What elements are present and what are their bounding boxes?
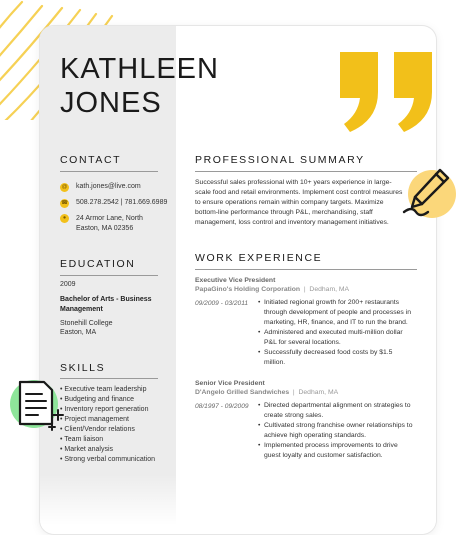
document-sparkle-icon <box>8 374 68 434</box>
contact-address <box>60 214 143 234</box>
job-company: PapaGino's Holding Corporation <box>195 286 301 293</box>
skills-list <box>60 385 155 465</box>
email-text: kath.jones@live.com <box>76 183 141 190</box>
job-bullets <box>258 298 413 368</box>
education-divider <box>60 275 158 276</box>
list-item: • Budgeting and finance <box>60 396 135 403</box>
skills-heading: SKILLS <box>60 362 106 374</box>
list-item: • Market analysis <box>60 446 114 453</box>
contact-divider <box>60 171 158 172</box>
list-item: • Directed departmental alignment on strategies to create strong sales. <box>258 401 413 421</box>
address-text <box>76 214 143 234</box>
address-line-1: 24 Armor Lane, North <box>76 215 143 222</box>
list-item: • Implemented process improvements to drive guest loyalty and customer satisfaction. <box>258 441 413 461</box>
education-heading: EDUCATION <box>60 258 136 270</box>
job-company-line: PapaGino's Holding Corporation | Dedham, MA <box>195 286 350 293</box>
job-location: Dedham, MA <box>309 286 350 293</box>
job-dates: 09/2009 - 03/2011 <box>195 300 249 307</box>
contact-phone <box>60 199 167 208</box>
resume-page <box>40 26 436 534</box>
education-location: Easton, MA <box>60 329 97 336</box>
education-year: 2009 <box>60 281 76 288</box>
list-item: • Executive team leadership <box>60 386 147 393</box>
job-dates: 08/1997 - 09/2009 <box>195 403 249 410</box>
list-item: • Client/Vendor relations <box>60 426 135 433</box>
job-company-line: D'Angelo Grilled Sandwiches | Dedham, MA <box>195 389 339 396</box>
education-degree <box>60 295 152 314</box>
degree-line-1: Bachelor of Arts - Business <box>60 296 152 303</box>
job-location: Dedham, MA <box>298 389 339 396</box>
contact-email <box>60 183 141 192</box>
list-item: • Project management <box>60 416 129 423</box>
summary-divider <box>195 171 417 172</box>
name-last: JONES <box>60 87 162 119</box>
list-item: • Inventory report generation <box>60 406 149 413</box>
experience-divider <box>195 269 417 270</box>
list-item: • Team liaison <box>60 436 104 443</box>
education-school: Stonehill College <box>60 320 113 327</box>
pencil-icon <box>400 164 456 220</box>
candidate-name <box>60 52 219 120</box>
job-title: Executive Vice President <box>195 277 276 284</box>
job-title: Senior Vice President <box>195 380 265 387</box>
list-item: • Strong verbal communication <box>60 456 156 463</box>
phone-icon: ☎ <box>61 200 68 206</box>
summary-heading: PROFESSIONAL SUMMARY <box>195 154 365 166</box>
list-item: • Successfully decreased food costs by $1.5 million. <box>258 348 413 368</box>
skills-divider <box>60 378 158 379</box>
phone-text: 508.278.2542 | 781.669.6989 <box>76 199 168 206</box>
location-icon: ● <box>60 214 69 223</box>
address-line-2: Easton, MA 02356 <box>76 225 134 232</box>
quote-marks-icon <box>338 50 436 134</box>
job-bullets <box>258 401 413 461</box>
summary-text: Successful sales professional with 10+ years experience in large-scale food and retail environments. Implement cost control measures to ensure operations remain within company targets. Maximize bottom-line performance through P&L, merchandising, staff management, loss control and inventory management initiatives. <box>195 179 403 226</box>
at-icon: @ <box>61 184 68 190</box>
list-item: • Administered and executed multi-million dollar P&L for several locations. <box>258 328 413 348</box>
contact-heading: CONTACT <box>60 154 122 166</box>
name-first: KATHLEEN <box>60 53 219 85</box>
experience-heading: WORK EXPERIENCE <box>195 252 323 264</box>
list-item: • Initiated regional growth for 200+ restaurants through development of people and processes in marketing, HR, finance, and IT to run the brand. <box>258 298 413 328</box>
list-item: • Cultivated strong franchise owner relationships to achieve high operating standards. <box>258 421 413 441</box>
degree-line-2: Management <box>60 305 103 313</box>
job-company: D'Angelo Grilled Sandwiches <box>195 389 290 396</box>
